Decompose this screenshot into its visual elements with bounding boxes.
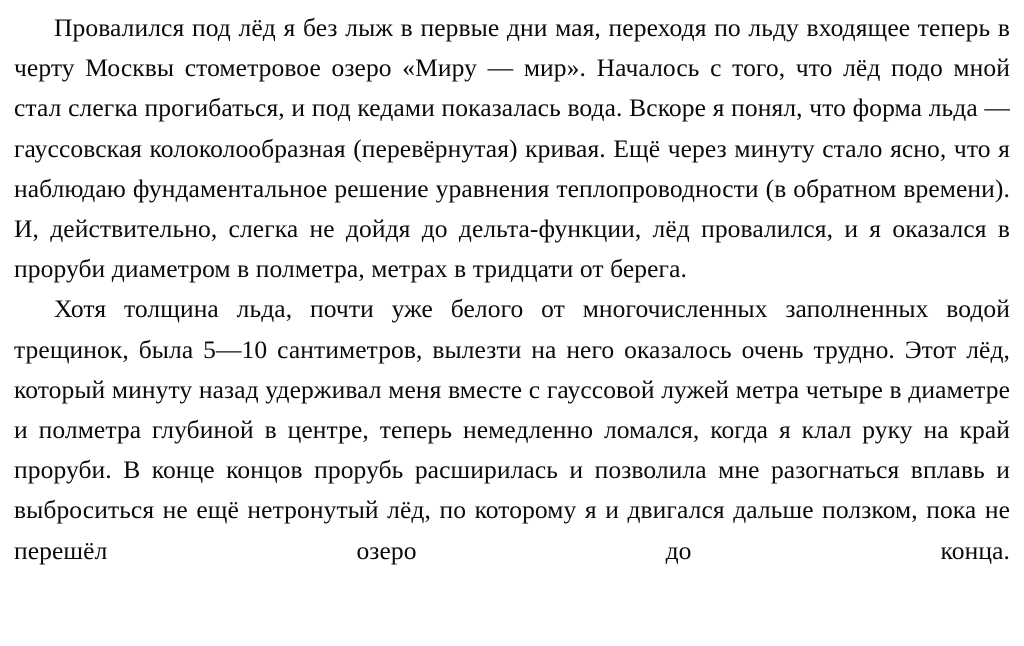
paragraph-1: Провалился под лёд я без лыж в первые дни мая, переходя по льду входящее теперь в черту Москвы стометровое озеро «Миру — мир». Началось с того, что лёд подо мной стал слегка прогибаться, и под кедами показалась вода. Вскоре я понял, что форма льда — гауссовская колоколообразная (перевёрнутая) кривая. Ещё через минуту стало ясно, что я наблюдаю фундаментальное решение уравнения теплопроводности (в обратном времени). И, действительно, слегка не дойдя до дельта-функции, лёд провалился, и я оказался в проруби диаметром в полметра, метрах в тридцати от берега. xyxy=(14,13,1010,284)
document-body xyxy=(14,8,1010,611)
paragraph-2: Хотя толщина льда, почти уже белого от многочисленных заполненных водой трещинок, была 5—10 сантиметров, вылезти на него оказалось очень трудно. Этот лёд, который минуту назад удерживал меня вместе с гауссовой лужей метра четыре в диаметре и полметра глубиной в центре, теперь немедленно ломался, когда я клал руку на край проруби. В конце концов прорубь расширилась и позволила мне разогнаться вплавь и выброситься не ещё нетронутый лёд, по которому я и двигался дальше ползком, пока не перешёл озеро до конца. xyxy=(14,294,1010,565)
